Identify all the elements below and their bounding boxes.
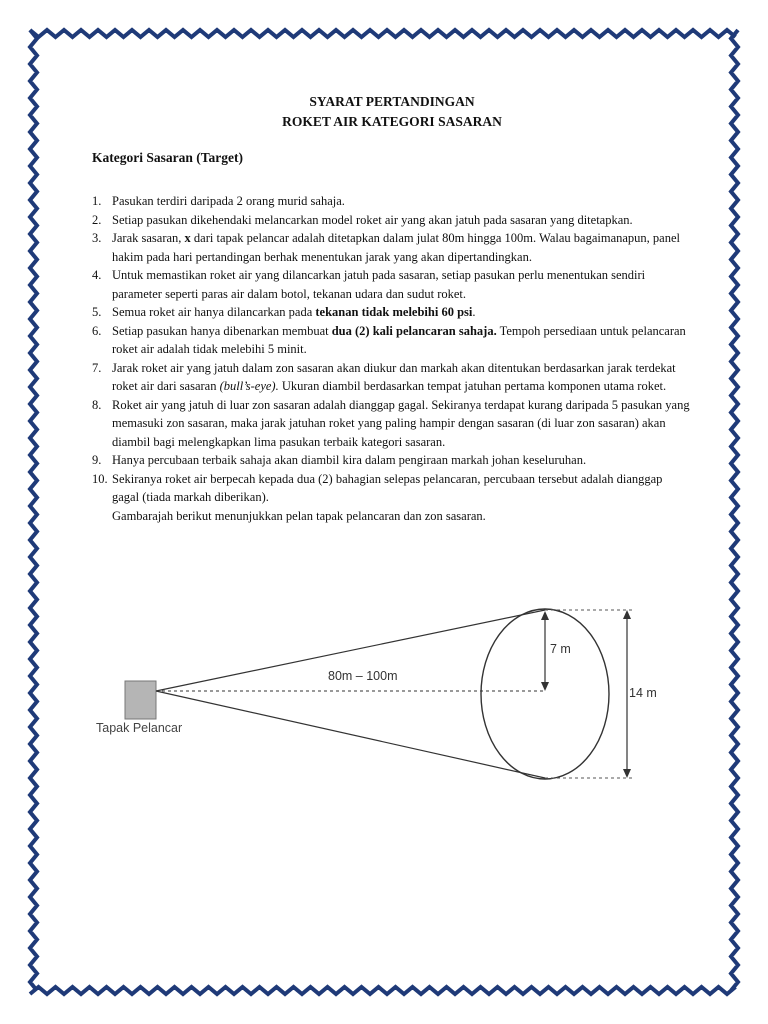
rule-text-pre: Roket air yang jatuh di luar zon sasaran adalah dianggap gagal. Sekiranya terdapat kurang daripada 5 pasukan yang memasuki zon sasaran, maka jarak jatuhan roket yang paling hampir dengan sasaran (di luar zon sasaran) akan diambil bagi melengkapkan lima pasukan terbaik kategori sasaran. — [112, 397, 690, 449]
rule-text-italic: (bull’s-eye). — [219, 379, 279, 393]
rule-text — [112, 398, 690, 449]
rule-text — [112, 194, 345, 208]
diameter-label: 14 m — [629, 686, 657, 700]
border-zigzag — [731, 30, 738, 991]
rule-number: 6. — [92, 323, 102, 338]
rule-number: 3. — [92, 231, 102, 245]
rule-text-pre: Hanya percubaan terbaik sahaja akan diambil kira dalam pengiraan markah johan keseluruhan. — [112, 453, 587, 467]
rule-text-bold: tekanan tidak melebihi 60 psi — [315, 305, 473, 319]
rule-item — [92, 470, 692, 507]
rule-number: 4. — [92, 268, 102, 282]
rule-text — [112, 305, 476, 319]
rule-text-pre: Jarak roket air yang jatuh dalam zon sasaran akan diukur dan markah akan ditentukan berdasarkan jarak terdekat roket air dari sasaran — [112, 360, 676, 393]
rule-text-post: Ukuran diambil berdasarkan tempat jatuhan pertama komponen utama roket. — [278, 379, 667, 393]
border-zigzag — [30, 30, 37, 991]
diagram-intro-text: Gambarajah berikut menunjukkan pelan tapak pelancaran dan zon sasaran. — [112, 508, 486, 523]
rule-item — [92, 303, 692, 322]
rule-number: 1. — [92, 194, 102, 208]
rule-item — [92, 359, 692, 396]
rule-item — [92, 192, 692, 211]
rule-number: 8. — [92, 397, 102, 412]
rule-number: 5. — [92, 305, 102, 319]
rule-item — [92, 322, 692, 359]
launcher-box — [125, 681, 156, 719]
rule-text — [112, 231, 680, 264]
rule-text — [112, 453, 586, 467]
rule-text-post: . — [472, 305, 476, 319]
rule-text — [112, 324, 686, 357]
cone-lower-line — [156, 691, 545, 778]
launch-site-diagram — [88, 595, 688, 795]
rule-text-bold: x — [184, 231, 191, 245]
radius-arrowhead-top — [541, 611, 549, 620]
rule-item — [92, 211, 692, 230]
rules-list — [92, 192, 692, 525]
document-title-line-1: SYARAT PERTANDINGAN — [309, 94, 475, 109]
rule-text-bold: dua (2) kali pelancaran sahaja. — [331, 323, 497, 338]
rule-text-pre: Pasukan terdiri daripada 2 orang murid sahaja. — [112, 194, 345, 208]
radius-arrowhead-bottom — [541, 682, 549, 691]
rule-item — [92, 229, 692, 266]
rule-text-post: Tempoh persediaan untuk pelancaran roket air adalah tidak melebihi 5 minit. — [112, 323, 686, 356]
border-zigzag — [30, 30, 736, 37]
rule-text — [112, 213, 633, 227]
rule-number: 9. — [92, 453, 102, 467]
rule-text-post: dari tapak pelancar adalah ditetapkan dalam julat 80m hingga 100m. Walau bagaimanapun, panel hakim pada hari pertandingan berhak menentukan jarak yang akan dipertandingkan. — [112, 231, 681, 264]
rule-text — [112, 472, 662, 505]
rule-text-pre: Untuk memastikan roket air yang dilancarkan jatuh pada sasaran, setiap pasukan perlu menentukan sendiri parameter seperti paras air dalam botol, tekanan udara dan sudut roket. — [112, 268, 646, 301]
diameter-arrowhead-top — [623, 610, 631, 619]
rule-text-pre: Setiap pasukan dikehendaki melancarkan model roket air yang akan jatuh pada sasaran yang ditetapkan. — [112, 212, 633, 227]
diameter-arrowhead-bottom — [623, 769, 631, 778]
rule-number: 7. — [92, 360, 102, 375]
rule-text-pre: Setiap pasukan hanya dibenarkan membuat — [112, 323, 332, 338]
rule-text — [112, 361, 676, 394]
rule-text-pre: Jarak sasaran, — [112, 231, 185, 245]
distance-label: 80m – 100m — [328, 669, 398, 683]
rule-text-pre: Semua roket air hanya dilancarkan pada — [112, 305, 316, 319]
rule-number: 2. — [92, 212, 102, 227]
rule-item — [92, 396, 692, 452]
rule-number: 10. — [92, 471, 108, 486]
radius-label: 7 m — [550, 642, 571, 656]
document-title-line-2: ROKET AIR KATEGORI SASARAN — [282, 114, 502, 129]
rule-item — [92, 451, 692, 470]
rule-text-pre: Sekiranya roket air berpecah kepada dua (2) bahagian selepas pelancaran, percubaan tersebut adalah dianggap gagal (tiada markah diberikan). — [112, 471, 663, 504]
launcher-label: Tapak Pelancar — [96, 721, 183, 735]
category-heading: Kategori Sasaran (Target) — [92, 150, 243, 165]
rule-text — [112, 268, 645, 301]
rule-item — [92, 266, 692, 303]
border-zigzag — [30, 987, 736, 994]
